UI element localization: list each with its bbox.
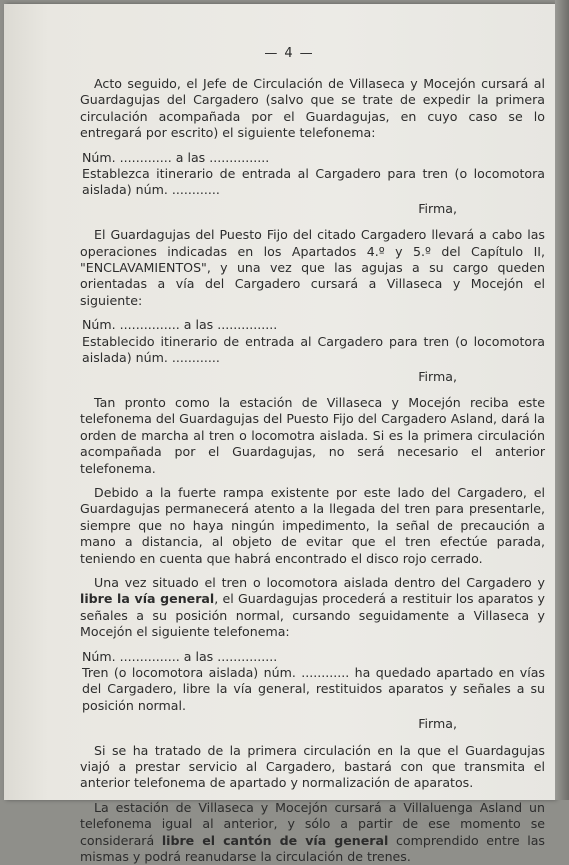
paragraph-7: La estación de Villaseca y Mocejón cursará a Villaluenga Asland un telefonema igual al anterior, y sólo a partir de ese momento se considerará libre el cantón de vía general comprendido entre las mismas y podrá reanudarse la circulación de trenes. bbox=[80, 799, 545, 865]
telefonema-3-signature: Firma, bbox=[418, 716, 457, 732]
telefonema-1-signature: Firma, bbox=[418, 200, 457, 216]
paragraph-5-emphasis: libre la vía general bbox=[80, 591, 215, 607]
document-page bbox=[4, 4, 555, 865]
document-body bbox=[80, 76, 545, 865]
telefonema-1-text: Establezca itinerario de entrada al Cargadero para tren (o locomotora aislada) núm. ............ bbox=[82, 166, 545, 198]
telefonema-3-number: Núm. ............... a las ............... bbox=[82, 648, 278, 664]
telefonema-1-number: Núm. ............. a las ............... bbox=[82, 149, 270, 165]
page-number: — 4 — bbox=[264, 46, 314, 61]
page-number-value: 4 bbox=[284, 46, 294, 61]
telefonema-3 bbox=[82, 649, 545, 733]
telefonema-3-text: Tren (o locomotora aislada) núm. ............ ha quedado apartado en vías del Cargadero, libre la vía general, restituidos aparatos y señales a su posición normal. bbox=[82, 665, 545, 713]
paragraph-2: El Guardagujas del Puesto Fijo del citado Cargadero llevará a cabo las operaciones indicadas en los Apartados 4.º y 5.º del Capítulo II, "ENCLAVAMIENTOS", y una vez que las agujas a su cargo queden orientadas a vía del Cargadero cursará a Villaseca y Mocejón el siguiente: bbox=[80, 227, 545, 308]
telefonema-1 bbox=[82, 150, 545, 218]
telefonema-2-text: Establecido itinerario de entrada al Cargadero para tren (o locomotora aislada) núm. ............ bbox=[82, 333, 545, 366]
paragraph-3: Tan pronto como la estación de Villaseca y Mocejón reciba este telefonema del Guardagujas del Puesto Fijo del Cargadero Asland, dará la orden de marcha al tren o locomotra aislada. Si es la primera circulación acompañada por el Guardagujas, no será necesario el anterior telefonema. bbox=[80, 394, 545, 476]
paragraph-7-emphasis: libre el cantón de vía general bbox=[161, 832, 389, 848]
paragraph-4: Debido a la fuerte rampa existente por este lado del Cargadero, el Guardagujas permanecerá atento a la llegada del tren para presentarle, siempre que no haya ningún impedimento, la señal de precaución a mano a distancia, al objeto de evitar que el tren efectúe parada, teniendo en cuenta que habrá encontrado el disco rojo cerrado. bbox=[80, 484, 545, 566]
page-edge-shadow bbox=[555, 0, 569, 800]
paragraph-5: Una vez situado el tren o locomotora aislada dentro del Cargadero y libre la vía general, el Guardagujas procederá a restituir los aparatos y señales a su posición normal, cursando seguidamente a Villaseca y Mocejón el siguiente telefonema: bbox=[80, 574, 545, 640]
telefonema-2 bbox=[82, 317, 545, 385]
telefonema-2-number: Núm. ............... a las ............... bbox=[82, 317, 278, 333]
paragraph-6: Si se ha tratado de la primera circulación en la que el Guardagujas viajó a prestar servicio al Cargadero, bastará con que transmita el anterior telefonema de apartado y normalización de aparatos. bbox=[80, 742, 545, 791]
paragraph-1: Acto seguido, el Jefe de Circulación de Villaseca y Mocejón cursará al Guardagujas del Cargadero (salvo que se trate de expedir la primera circulación acompañada por el Guardagujas, en cuyo caso se lo entregará por escrito) el siguiente telefonema: bbox=[80, 76, 545, 141]
telefonema-2-signature: Firma, bbox=[418, 368, 457, 384]
